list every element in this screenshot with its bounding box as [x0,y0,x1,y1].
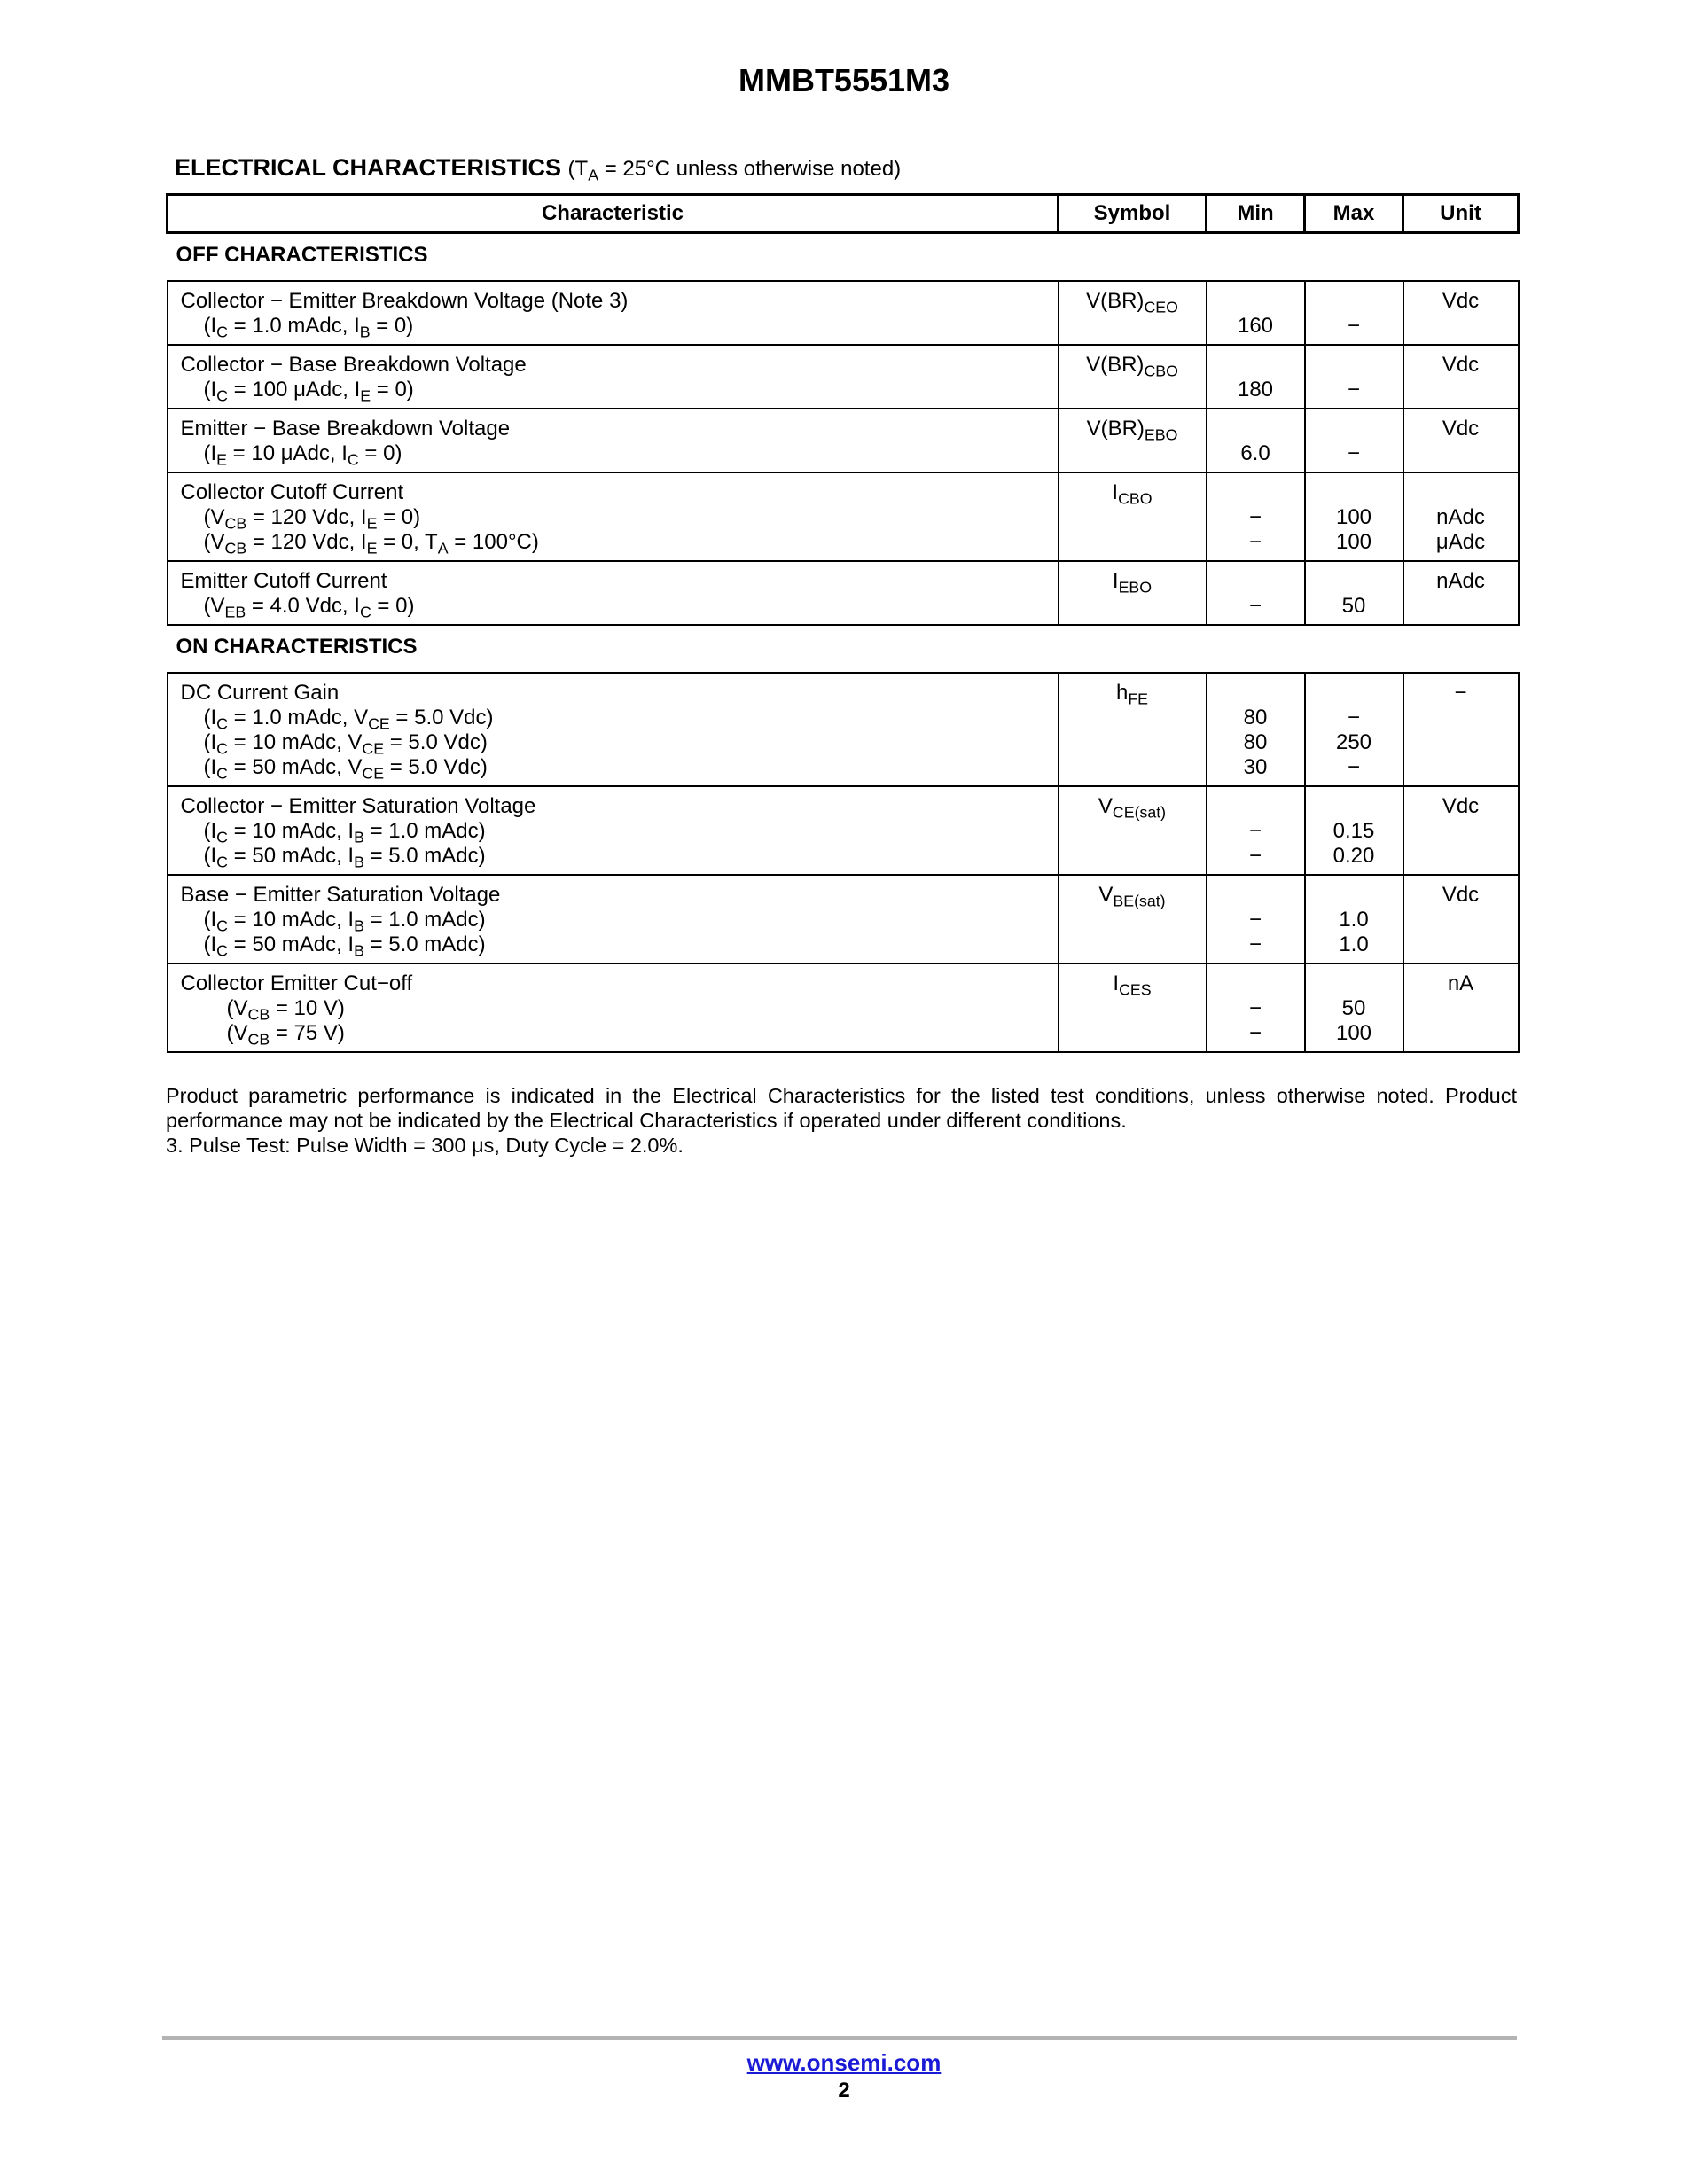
char-condition: ($V_{CB} = 120$ Vdc, $I_E = 0$) [203,505,421,533]
max-cell [1305,472,1403,561]
char-name: Collector − Emitter Breakdown Voltage (Note 3) [180,289,629,313]
min-cell [1207,673,1305,786]
header-unit: Unit [1403,195,1519,233]
char-cell [168,561,1059,625]
max-value: − [1347,706,1360,729]
unit-cell: nA [1403,963,1519,1052]
char-name: Collector Cutoff Current [180,480,404,504]
char-condition: ($V_{CB} = 120$ Vdc, $I_E = 0$, $T_A = 100^\circ C$) [203,530,539,558]
section-title [175,154,901,182]
char-cell [168,963,1059,1052]
min-value: − [1248,996,1262,1020]
footnote [166,1083,1517,1158]
unit-cell: Vdc [1403,409,1519,472]
table-row [168,875,1519,963]
char-condition: ($I_C = 10$ mAdc, $I_B = 1.0$ mAdc) [203,908,486,935]
symbol-cell: $h_{FE}$ [1059,673,1207,786]
min-cell [1207,281,1305,345]
char-condition: ($I_C = 1.0$ mAdc, $I_B = 0$) [203,314,414,341]
char-condition: ($V_{CB} = 75$ V) [226,1021,345,1049]
char-name: Collector − Emitter Saturation Voltage [180,794,536,818]
min-value: − [1248,819,1262,843]
table-row [168,963,1519,1052]
max-cell [1305,963,1403,1052]
table-row [168,409,1519,472]
section-condition [567,157,902,184]
group-row-off [168,233,1519,282]
char-condition: ($I_E = 10$ μAdc, $I_C = 0$) [203,441,402,469]
max-cell [1305,786,1403,875]
char-condition: ($I_C = 50$ mAdc, $I_B = 5.0$ mAdc) [203,932,486,960]
max-value: 50 [1341,996,1366,1020]
char-cell [168,673,1059,786]
symbol-cell: $I_{CES}$ [1059,963,1207,1052]
condition-open: (T [567,157,589,181]
symbol-cell: $V_{CE(sat)}$ [1059,786,1207,875]
min-cell [1207,561,1305,625]
max-value: 50 [1341,594,1366,618]
page-title: MMBT5551M3 [738,62,950,98]
table-row [168,281,1519,345]
min-cell [1207,345,1305,409]
max-cell [1305,281,1403,345]
table-row [168,561,1519,625]
unit-value: μAdc [1435,530,1486,554]
symbol-cell: $I_{CBO}$ [1059,472,1207,561]
min-value: 160 [1237,314,1274,338]
footer-divider [162,2036,1517,2040]
max-value: − [1347,378,1360,402]
symbol-cell: $I_{EBO}$ [1059,561,1207,625]
char-name: Emitter − Base Breakdown Voltage [180,417,511,441]
char-name: Collector − Base Breakdown Voltage [180,353,527,377]
char-condition: ($V_{EB} = 4.0$ Vdc, $I_C = 0$) [203,594,415,621]
condition-rest: = 25°C unless otherwise noted) [598,157,902,181]
max-value: − [1347,441,1360,465]
condition-sub: A [588,166,599,184]
min-value: − [1248,908,1262,932]
unit-cell: Vdc [1403,875,1519,963]
footer-link-container [0,2049,1688,2077]
char-condition: ($V_{CB} = 10$ V) [226,996,345,1024]
min-value: 6.0 [1240,441,1270,465]
char-name: Collector Emitter Cut−off [180,971,413,995]
char-condition: ($I_C = 10$ mAdc, $V_{CE} = 5.0$ Vdc) [203,730,488,758]
char-condition: ($I_C = 50$ mAdc, $V_{CE} = 5.0$ Vdc) [203,755,488,783]
char-condition: ($I_C = 100$ μAdc, $I_E = 0$) [203,378,414,405]
table-row [168,786,1519,875]
note-3: 3. Pulse Test: Pulse Width = 300 μs, Duty Cycle = 2.0%. [166,1134,684,1157]
char-name: DC Current Gain [180,681,340,705]
char-name: Base − Emitter Saturation Voltage [180,883,501,907]
min-value: − [1248,505,1262,529]
max-cell [1305,561,1403,625]
symbol-cell: $V_{BE(sat)}$ [1059,875,1207,963]
symbol-cell: $V(BR)_{EBO}$ [1059,409,1207,472]
min-value: − [1248,932,1262,956]
disclaimer-text: Product parametric performance is indicated in the Electrical Characteristics for the listed test conditions, unless otherwise noted. Product performance may not be indicated by the Electrical Characteristics if operated under different conditions. [166,1084,1517,1132]
group-row-on [168,625,1519,673]
max-value: 250 [1335,730,1372,754]
unit-value: nAdc [1436,505,1485,529]
max-value: 1.0 [1339,932,1369,956]
website-link[interactable]: www.onsemi.com [746,2049,942,2076]
max-value: 1.0 [1339,908,1369,932]
min-value: − [1248,594,1262,618]
min-cell [1207,786,1305,875]
header-min: Min [1207,195,1305,233]
unit-cell: − [1403,673,1519,786]
header-max: Max [1305,195,1403,233]
char-cell [168,281,1059,345]
max-value: 100 [1335,1021,1372,1045]
table-header-row [168,195,1519,233]
max-value: 100 [1335,505,1372,529]
char-name: Emitter Cutoff Current [180,569,387,593]
min-cell [1207,875,1305,963]
unit-cell [1403,472,1519,561]
char-cell [168,345,1059,409]
min-value: − [1248,1021,1262,1045]
group-label: OFF CHARACTERISTICS [168,233,1519,282]
table-row [168,673,1519,786]
header-symbol: Symbol [1059,195,1207,233]
char-cell [168,409,1059,472]
unit-cell: Vdc [1403,281,1519,345]
min-cell [1207,472,1305,561]
electrical-characteristics-table [166,193,1520,1053]
max-value: − [1347,314,1360,338]
section-heading: ELECTRICAL CHARACTERISTICS [175,154,562,181]
max-value: 100 [1335,530,1372,554]
min-cell [1207,963,1305,1052]
min-value: 80 [1243,730,1268,754]
char-condition: ($I_C = 10$ mAdc, $I_B = 1.0$ mAdc) [203,819,486,846]
min-value: 30 [1243,755,1268,779]
min-value: 180 [1237,378,1274,402]
table-row [168,472,1519,561]
max-value: 0.20 [1332,844,1375,868]
char-condition: ($I_C = 50$ mAdc, $I_B = 5.0$ mAdc) [203,844,486,871]
max-cell [1305,673,1403,786]
table-row [168,345,1519,409]
char-cell [168,875,1059,963]
min-cell [1207,409,1305,472]
symbol-cell: $V(BR)_{CEO}$ [1059,281,1207,345]
char-cell [168,786,1059,875]
max-cell [1305,345,1403,409]
page-number: 2 [838,2079,850,2102]
max-value: 0.15 [1332,819,1375,843]
header-characteristic: Characteristic [168,195,1059,233]
group-label: ON CHARACTERISTICS [168,625,1519,673]
min-value: − [1248,844,1262,868]
min-value: 80 [1243,706,1268,729]
unit-cell: Vdc [1403,345,1519,409]
unit-cell: nAdc [1403,561,1519,625]
max-value: − [1347,755,1360,779]
max-cell [1305,409,1403,472]
symbol-cell: $V(BR)_{CBO}$ [1059,345,1207,409]
char-condition: ($I_C = 1.0$ mAdc, $V_{CE} = 5.0$ Vdc) [203,706,494,733]
max-cell [1305,875,1403,963]
unit-cell: Vdc [1403,786,1519,875]
char-cell [168,472,1059,561]
min-value: − [1248,530,1262,554]
